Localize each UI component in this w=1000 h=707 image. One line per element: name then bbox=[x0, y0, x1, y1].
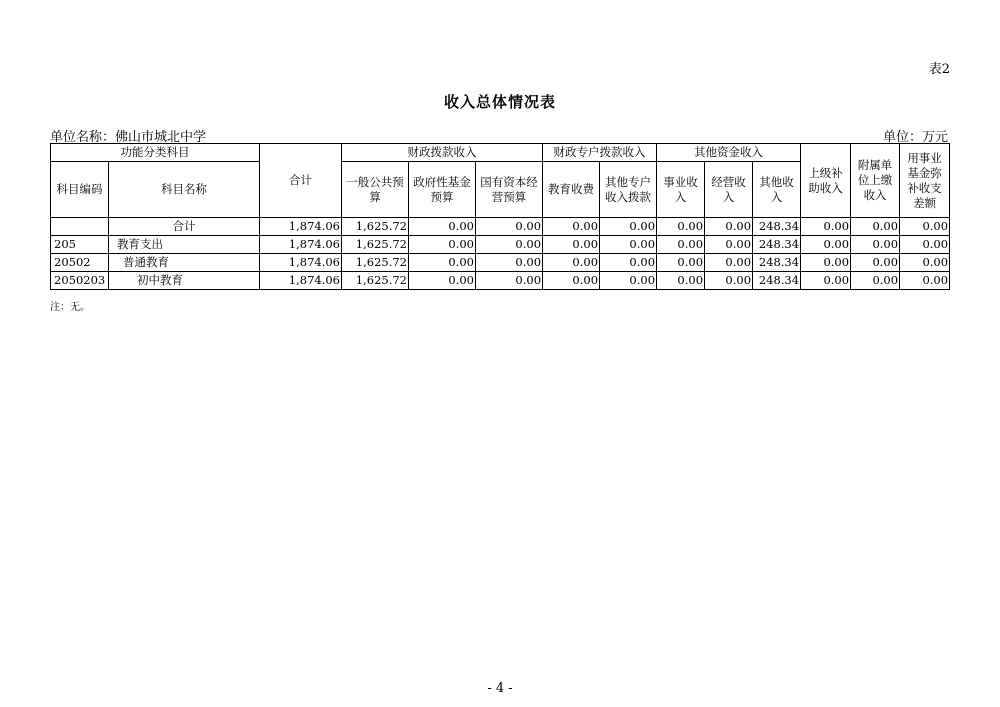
table-row bbox=[51, 272, 950, 290]
cell-other-income: 248.34 bbox=[753, 236, 801, 254]
cell-superior-subsidy: 0.00 bbox=[801, 218, 851, 236]
header-func-class: 功能分类科目 bbox=[51, 144, 260, 162]
cell-other-income: 248.34 bbox=[753, 272, 801, 290]
cell-affiliated: 0.00 bbox=[851, 218, 900, 236]
cell-operating: 0.00 bbox=[705, 218, 753, 236]
cell-code: 2050203 bbox=[51, 272, 109, 290]
header-other-special: 其他专户收入拨款 bbox=[600, 162, 657, 218]
header-other-funds: 其他资金收入 bbox=[657, 144, 801, 162]
header-cause-fund: 用事业基金弥补收支差额 bbox=[900, 144, 950, 218]
cell-edu-fee: 0.00 bbox=[543, 254, 600, 272]
cell-cause-income: 0.00 bbox=[657, 254, 705, 272]
cell-total: 1,874.06 bbox=[260, 254, 342, 272]
table-row bbox=[51, 236, 950, 254]
table-row bbox=[51, 254, 950, 272]
cell-gov-fund: 0.00 bbox=[409, 272, 476, 290]
cell-superior-subsidy: 0.00 bbox=[801, 272, 851, 290]
table-row-total bbox=[51, 218, 950, 236]
header-affiliated: 附属单位上缴收入 bbox=[851, 144, 900, 218]
header-gov-fund: 政府性基金预算 bbox=[409, 162, 476, 218]
header-total: 合计 bbox=[260, 144, 342, 218]
cell-other-special: 0.00 bbox=[600, 272, 657, 290]
cell-name: 教育支出 bbox=[109, 236, 260, 254]
cell-edu-fee: 0.00 bbox=[543, 236, 600, 254]
cell-general-budget: 1,625.72 bbox=[342, 272, 409, 290]
header-name: 科目名称 bbox=[109, 162, 260, 218]
income-summary-table bbox=[50, 143, 950, 290]
cell-other-income: 248.34 bbox=[753, 218, 801, 236]
cell-cause-income: 0.00 bbox=[657, 272, 705, 290]
cell-cause-income: 0.00 bbox=[657, 218, 705, 236]
header-cause-income: 事业收入 bbox=[657, 162, 705, 218]
cell-general-budget: 1,625.72 bbox=[342, 236, 409, 254]
cell-edu-fee: 0.00 bbox=[543, 218, 600, 236]
cell-general-budget: 1,625.72 bbox=[342, 254, 409, 272]
header-operating: 经营收入 bbox=[705, 162, 753, 218]
cell-general-budget: 1,625.72 bbox=[342, 218, 409, 236]
cell-affiliated: 0.00 bbox=[851, 254, 900, 272]
cell-other-special: 0.00 bbox=[600, 254, 657, 272]
cell-state-capital: 0.00 bbox=[476, 218, 543, 236]
unit-name: 单位名称：佛山市城北中学 bbox=[50, 130, 207, 145]
cell-affiliated: 0.00 bbox=[851, 236, 900, 254]
header-edu-fee: 教育收费 bbox=[543, 162, 600, 218]
header-general-budget: 一般公共预算 bbox=[342, 162, 409, 218]
cell-affiliated: 0.00 bbox=[851, 272, 900, 290]
footnote: 注：无。 bbox=[50, 302, 90, 313]
cell-name: 合计 bbox=[109, 218, 260, 236]
cell-code: 205 bbox=[51, 236, 109, 254]
cell-name: 初中教育 bbox=[109, 272, 260, 290]
header-other-income: 其他收入 bbox=[753, 162, 801, 218]
cell-cause-fund: 0.00 bbox=[900, 272, 950, 290]
page-title: 收入总体情况表 bbox=[443, 93, 556, 111]
unit-measure: 单位：万元 bbox=[882, 130, 948, 145]
cell-other-special: 0.00 bbox=[600, 236, 657, 254]
header-superior-subsidy: 上级补助收入 bbox=[801, 144, 851, 218]
header-code: 科目编码 bbox=[51, 162, 109, 218]
cell-code bbox=[51, 218, 109, 236]
cell-other-special: 0.00 bbox=[600, 218, 657, 236]
cell-cause-income: 0.00 bbox=[657, 236, 705, 254]
cell-gov-fund: 0.00 bbox=[409, 254, 476, 272]
page-number: - 4 - bbox=[487, 681, 513, 696]
cell-gov-fund: 0.00 bbox=[409, 236, 476, 254]
cell-operating: 0.00 bbox=[705, 272, 753, 290]
header-state-capital: 国有资本经营预算 bbox=[476, 162, 543, 218]
cell-state-capital: 0.00 bbox=[476, 254, 543, 272]
cell-state-capital: 0.00 bbox=[476, 236, 543, 254]
cell-other-income: 248.34 bbox=[753, 254, 801, 272]
cell-code: 20502 bbox=[51, 254, 109, 272]
header-fiscal-special: 财政专户拨款收入 bbox=[543, 144, 657, 162]
table-number: 表2 bbox=[928, 62, 950, 77]
cell-cause-fund: 0.00 bbox=[900, 218, 950, 236]
cell-edu-fee: 0.00 bbox=[543, 272, 600, 290]
cell-state-capital: 0.00 bbox=[476, 272, 543, 290]
cell-operating: 0.00 bbox=[705, 254, 753, 272]
cell-name: 普通教育 bbox=[109, 254, 260, 272]
cell-total: 1,874.06 bbox=[260, 218, 342, 236]
cell-gov-fund: 0.00 bbox=[409, 218, 476, 236]
header-fiscal: 财政拨款收入 bbox=[342, 144, 543, 162]
cell-cause-fund: 0.00 bbox=[900, 254, 950, 272]
cell-total: 1,874.06 bbox=[260, 272, 342, 290]
cell-total: 1,874.06 bbox=[260, 236, 342, 254]
cell-superior-subsidy: 0.00 bbox=[801, 236, 851, 254]
cell-superior-subsidy: 0.00 bbox=[801, 254, 851, 272]
cell-operating: 0.00 bbox=[705, 236, 753, 254]
cell-cause-fund: 0.00 bbox=[900, 236, 950, 254]
